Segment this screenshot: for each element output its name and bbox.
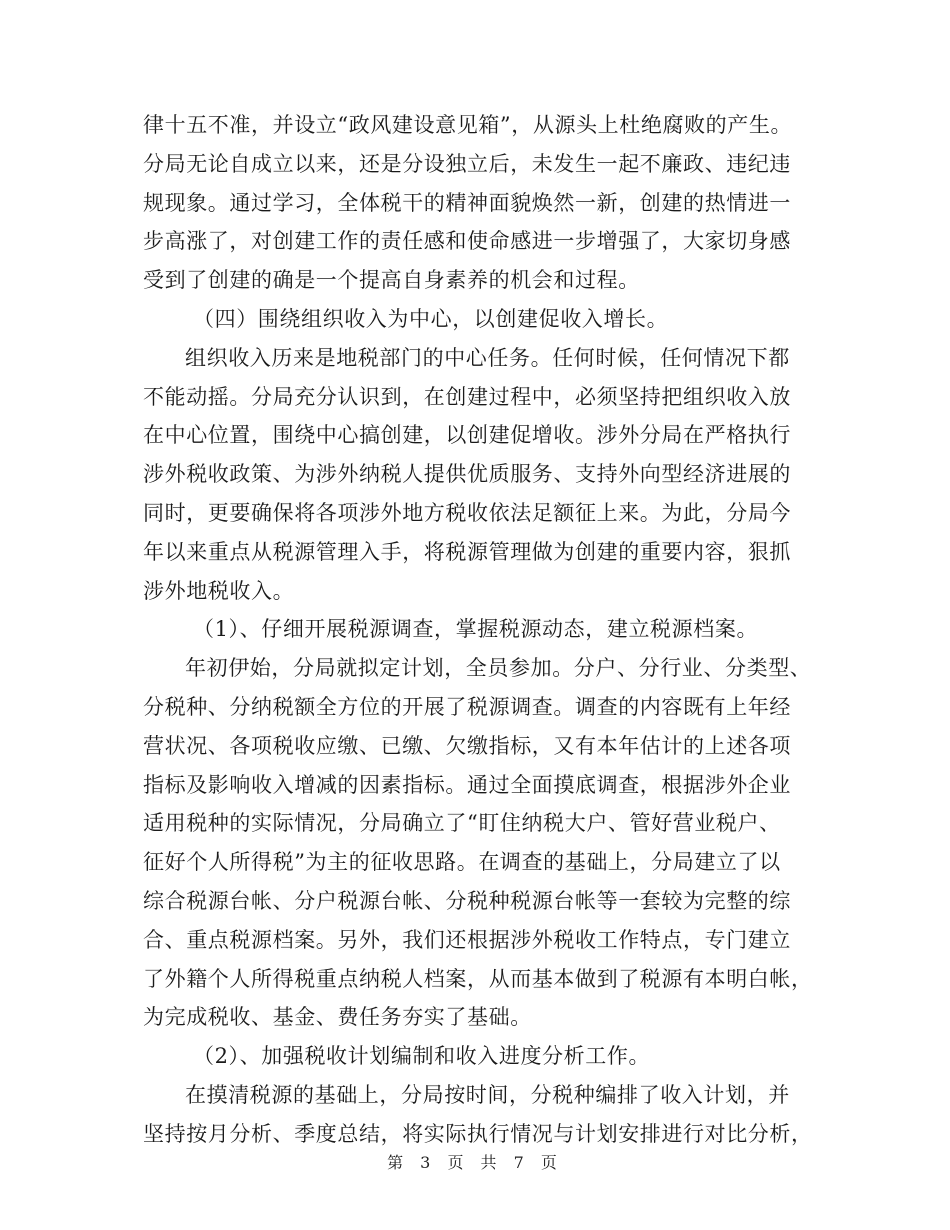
text-line: 指标及影响收入增减的因素指标。通过全面摸底调查，根据涉外企业	[143, 772, 791, 797]
text-line: 在摸清税源的基础上，分局按时间，分税种编排了收入计划，并	[185, 1082, 790, 1107]
text-line: 征好个人所得税”为主的征收思路。在调查的基础上，分局建立了以	[143, 850, 781, 875]
text-line: 营状况、各项税收应缴、已缴、欠缴指标，又有本年估计的上述各项	[143, 733, 791, 758]
text-line: 受到了创建的确是一个提高自身素养的机会和过程。	[143, 268, 640, 293]
text-line: 合、重点税源档案。另外，我们还根据涉外税收工作特点，专门建立	[143, 927, 791, 952]
text-line: （四）围绕组织收入为中心，以创建促收入增长。	[193, 306, 669, 331]
text-line: 坚持按月分析、季度总结，将实际执行情况与计划安排进行对比分析，	[143, 1121, 813, 1146]
text-line: 规现象。通过学习，全体税干的精神面貌焕然一新，创建的热情进一	[143, 190, 791, 215]
document-body	[143, 106, 823, 1154]
text-line: 年初伊始，分局就拟定计划，全员参加。分户、分行业、分类型、	[185, 656, 812, 681]
page-footer: 第 3 页 共 7 页	[387, 1153, 563, 1172]
text-line: 适用税种的实际情况，分局确立了“盯住纳税大户、管好营业税户、	[143, 811, 781, 836]
text-line: 分税种、分纳税额全方位的开展了税源调查。调查的内容既有上年经	[143, 694, 791, 719]
text-line: 律十五不准，并设立“政风建设意见箱”，从源头上杜绝腐败的产生。	[143, 113, 793, 137]
text-line: 年以来重点从税源管理入手，将税源管理做为创建的重要内容，狠抓	[143, 539, 791, 564]
text-line: 涉外地税收入。	[143, 578, 295, 603]
text-line: 综合税源台帐、分户税源台帐、分税种税源台帐等一套较为完整的综	[143, 888, 791, 913]
text-line: （2）、加强税收计划编制和收入进度分析工作。	[193, 1044, 651, 1069]
text-line: 在中心位置，围绕中心搞创建，以创建促增收。涉外分局在严格执行	[143, 423, 791, 448]
text-line: 涉外税收政策、为涉外纳税人提供优质服务、支持外向型经济进展的	[143, 462, 791, 487]
text-line: 同时，更要确保将各项涉外地方税收依法足额征上来。为此，分局今	[143, 500, 791, 525]
text-line: 了外籍个人所得税重点纳税人档案，从而基本做到了税源有本明白帐，	[143, 966, 813, 991]
text-line: 步高涨了，对创建工作的责任感和使命感进一步增强了，大家切身感	[143, 229, 791, 254]
text-line: 分局无论自成立以来，还是分设独立后，未发生一起不廉政、违纪违	[143, 151, 791, 176]
text-line: 不能动摇。分局充分认识到，在创建过程中，必须坚持把组织收入放	[143, 384, 791, 409]
text-line: （1）、仔细开展税源调查，掌握税源动态，建立税源档案。	[193, 617, 759, 642]
text-line: 组织收入历来是地税部门的中心任务。任何时候，任何情况下都	[185, 345, 790, 370]
text-line: 为完成税收、基金、费任务夯实了基础。	[143, 1005, 532, 1030]
